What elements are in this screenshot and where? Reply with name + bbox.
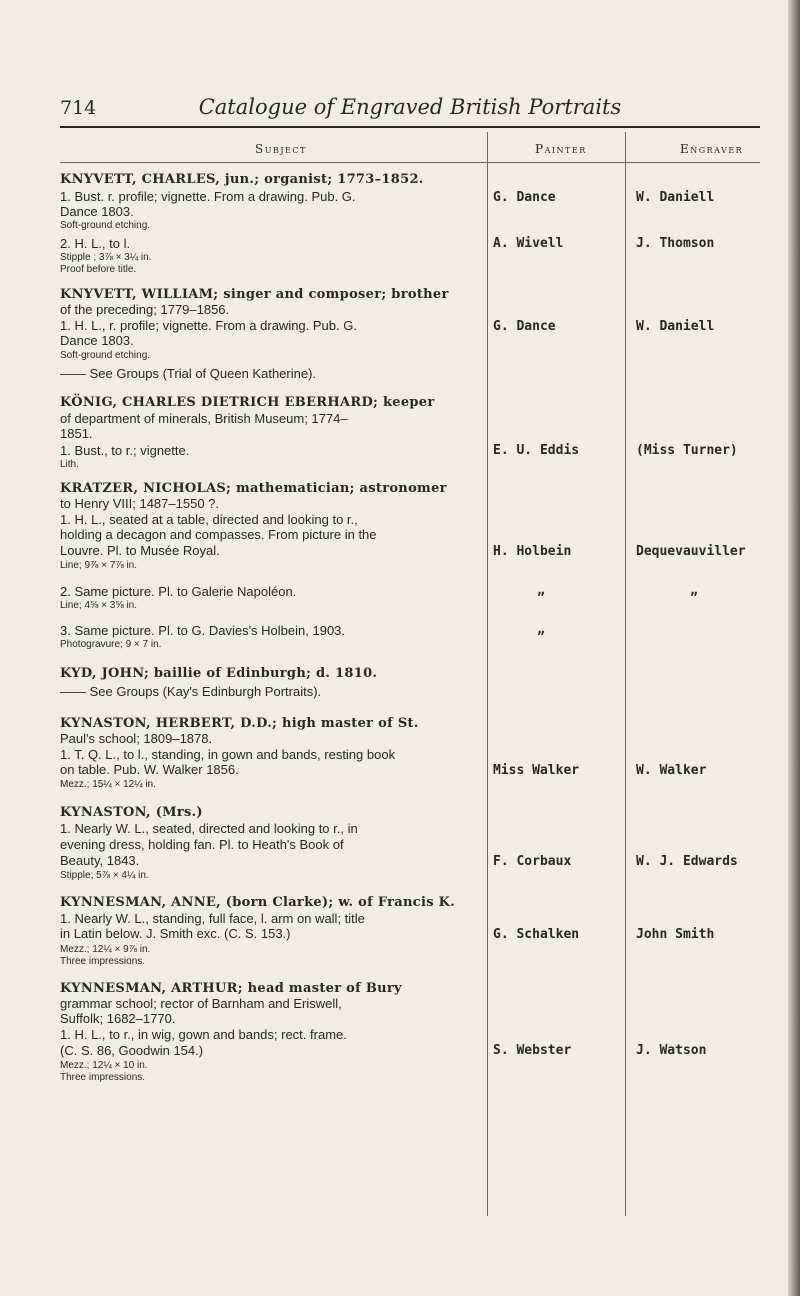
- item-technique: Soft-ground etching.: [60, 350, 151, 361]
- see-reference: —— See Groups (Trial of Queen Katherine).: [60, 366, 317, 381]
- engraver-name: W. J. Edwards: [636, 854, 738, 869]
- engraver-name: W. Walker: [636, 763, 707, 778]
- painter-name: H. Holbein: [493, 544, 572, 559]
- painter-name: S. Webster: [493, 1043, 572, 1058]
- engraver-column-header: Engraver: [680, 142, 744, 156]
- item-description: (C. S. 86, Goodwin 154.): [60, 1043, 204, 1058]
- entry-heading: KRATZER, NICHOLAS; mathematician; astronomer: [60, 481, 447, 496]
- item-description: Dance 1803.: [60, 333, 134, 348]
- entry-subtitle: of department of minerals, British Museum; 1774–: [60, 411, 348, 426]
- entry-subtitle: Paul's school; 1809–1878.: [60, 731, 213, 746]
- item-technique: Mezz.; 12¼ × 9⅞ in.: [60, 944, 151, 955]
- entry-heading: KYNNESMAN, ARTHUR; head master of Bury: [60, 981, 402, 996]
- item-description: 1. H. L., to r., in wig, gown and bands; rect. frame.: [60, 1027, 347, 1042]
- column-header-rule: [60, 162, 760, 163]
- item-description: on table. Pub. W. Walker 1856.: [60, 762, 239, 777]
- item-description: 1. Bust. r. profile; vignette. From a drawing. Pub. G.: [60, 189, 356, 204]
- column-divider-painter-engraver: [625, 132, 626, 1216]
- item-technique: Line; 4⅝ × 3⅝ in.: [60, 600, 138, 611]
- page-header: [60, 95, 760, 125]
- item-description: 3. Same picture. Pl. to G. Davies's Holbein, 1903.: [60, 623, 346, 638]
- page-number: 714: [60, 97, 97, 119]
- item-technique: Mezz.; 12¼ × 10 in.: [60, 1060, 148, 1071]
- column-headers: [60, 140, 760, 164]
- item-description: 1. Nearly W. L., standing, full face, l. arm on wall; title: [60, 911, 365, 926]
- painter-name: G. Dance: [493, 190, 556, 205]
- engraver-name: John Smith: [636, 927, 715, 942]
- entry-heading: KÖNIG, CHARLES DIETRICH EBERHARD; keeper: [60, 395, 435, 410]
- engraver-name: W. Daniell: [636, 319, 715, 334]
- entry-heading: KNYVETT, CHARLES, jun.; organist; 1773–1852.: [60, 172, 424, 187]
- item-description: evening dress, holding fan. Pl. to Heath's Book of: [60, 837, 344, 852]
- painter-name: A. Wivell: [493, 236, 564, 251]
- painter-name: G. Schalken: [493, 927, 580, 942]
- item-description: 2. H. L., to l.: [60, 236, 131, 251]
- item-note: Proof before title.: [60, 264, 137, 275]
- item-technique: Stipple; 5⅞ × 4¼ in.: [60, 870, 149, 881]
- item-description: 2. Same picture. Pl. to Galerie Napoléon.: [60, 584, 297, 599]
- entry-subtitle: Suffolk; 1682–1770.: [60, 1011, 176, 1026]
- item-technique: Line; 9⅞ × 7⅞ in.: [60, 560, 138, 571]
- item-description: Louvre. Pl. to Musée Royal.: [60, 543, 220, 558]
- painter-ditto: „: [537, 583, 545, 598]
- column-divider-subject-painter: [487, 132, 488, 1216]
- item-technique: Mezz.; 15¼ × 12¼ in.: [60, 779, 156, 790]
- entry-heading: KNYVETT, WILLIAM; singer and composer; brother: [60, 287, 449, 302]
- entry-heading: KYNNESMAN, ANNE, (born Clarke); w. of Francis K.: [60, 895, 456, 910]
- engraver-name: W. Daniell: [636, 190, 715, 205]
- painter-name: Miss Walker: [493, 763, 580, 778]
- item-description: 1. T. Q. L., to l., standing, in gown and bands, resting book: [60, 747, 396, 762]
- painter-name: E. U. Eddis: [493, 443, 580, 458]
- painter-name: G. Dance: [493, 319, 556, 334]
- entry-subtitle: 1851.: [60, 426, 93, 441]
- engraver-ditto: „: [690, 583, 698, 598]
- item-technique: Photogravure; 9 × 7 in.: [60, 639, 162, 650]
- entry-heading: KYNASTON, (Mrs.): [60, 805, 203, 820]
- item-note: Three impressions.: [60, 1072, 146, 1083]
- engraver-name: J. Watson: [636, 1043, 707, 1058]
- entry-subtitle: grammar school; rector of Barnham and Eriswell,: [60, 996, 342, 1011]
- see-reference: —— See Groups (Kay's Edinburgh Portraits).: [60, 684, 322, 699]
- item-description: holding a decagon and compasses. From picture in the: [60, 527, 377, 542]
- page-edge-shadow: [788, 0, 800, 1296]
- subject-column-header: Subject: [255, 142, 307, 156]
- engraver-name: J. Thomson: [636, 236, 715, 251]
- engraver-name: Dequevauviller: [636, 544, 746, 559]
- entry-subtitle: of the preceding; 1779–1856.: [60, 302, 230, 317]
- engraver-name: (Miss Turner): [636, 443, 738, 458]
- entry-heading: KYD, JOHN; baillie of Edinburgh; d. 1810.: [60, 666, 378, 681]
- item-note: Three impressions.: [60, 956, 146, 967]
- item-description: Dance 1803.: [60, 204, 134, 219]
- item-technique: Stipple ; 3⅞ × 3¼ in.: [60, 252, 152, 263]
- painter-ditto: „: [537, 622, 545, 637]
- entry-heading: KYNASTON, HERBERT, D.D.; high master of St.: [60, 716, 419, 731]
- item-description: 1. Nearly W. L., seated, directed and looking to r., in: [60, 821, 358, 836]
- item-description: 1. H. L., r. profile; vignette. From a drawing. Pub. G.: [60, 318, 357, 333]
- item-description: 1. H. L., seated at a table, directed and looking to r.,: [60, 512, 358, 527]
- item-description: Beauty, 1843.: [60, 853, 140, 868]
- painter-name: F. Corbaux: [493, 854, 572, 869]
- entry-subtitle: to Henry VIII; 1487–1550 ?.: [60, 496, 219, 511]
- item-technique: Lith.: [60, 459, 79, 470]
- item-technique: Soft-ground etching.: [60, 220, 151, 231]
- header-rule: [60, 126, 760, 128]
- running-title: Catalogue of Engraved British Portraits: [198, 95, 622, 119]
- item-description: in Latin below. J. Smith exc. (C. S. 153.): [60, 926, 291, 941]
- item-description: 1. Bust., to r.; vignette.: [60, 443, 190, 458]
- painter-column-header: Painter: [535, 142, 587, 156]
